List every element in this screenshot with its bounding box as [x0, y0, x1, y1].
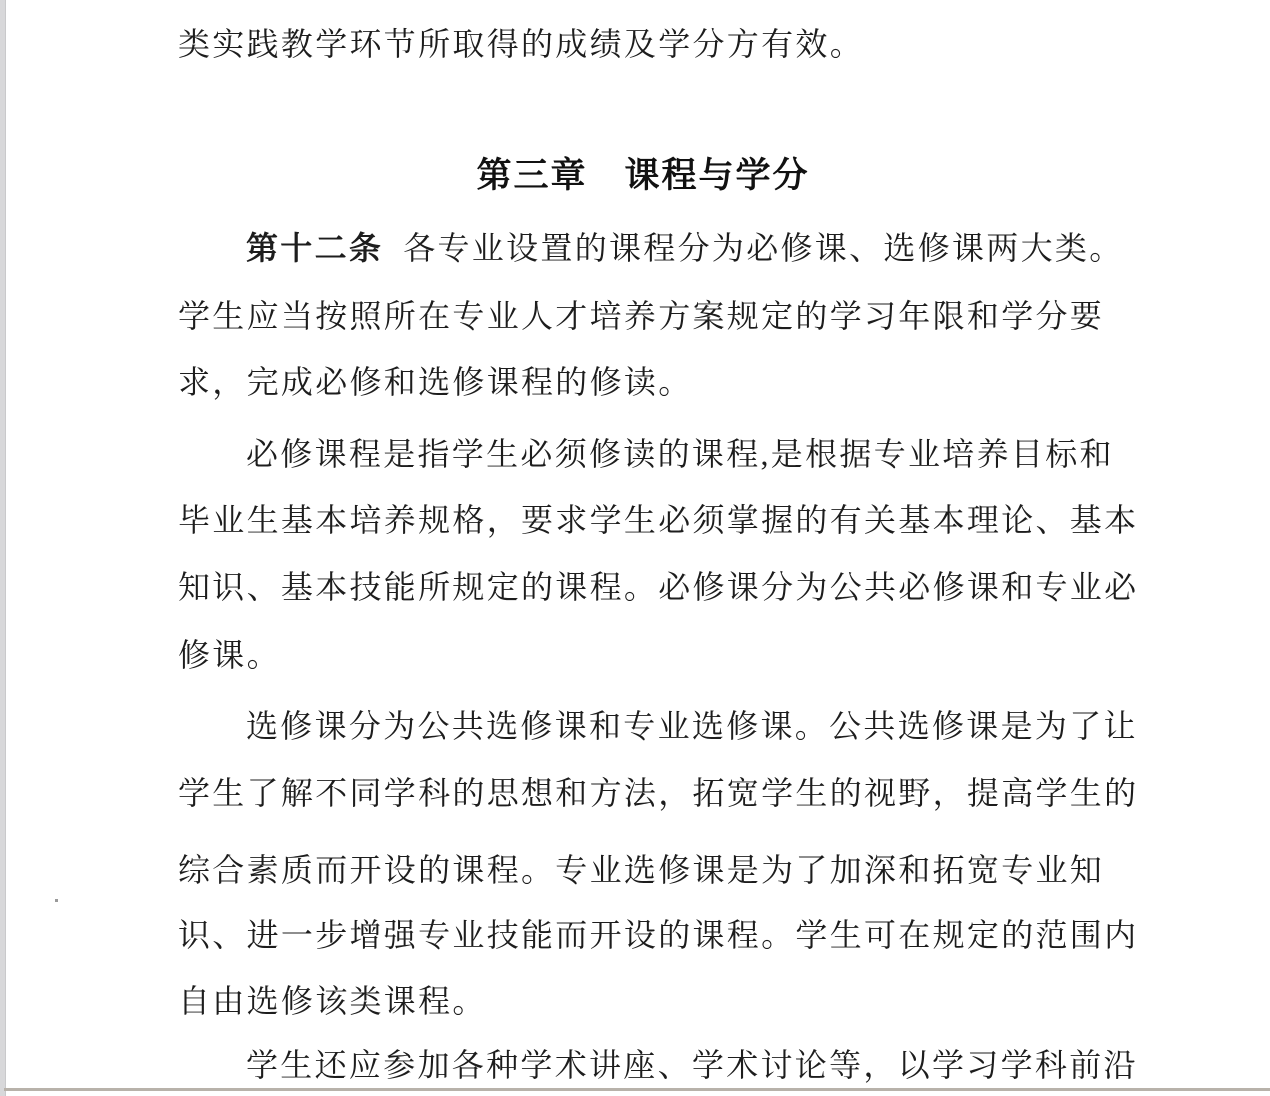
paragraph-continuation-line: 类实践教学环节所取得的成绩及学分方有效。 [178, 26, 865, 62]
body-text-line: 必修课程是指学生必须修读的课程,是根据专业培养目标和 [246, 436, 1114, 472]
body-text-line: 选修课分为公共选修课和专业选修课。公共选修课是为了让 [246, 708, 1138, 744]
article-number-label: 第十二条 [246, 230, 384, 266]
article-first-line-text: 各专业设置的课程分为必修课、选修课两大类。 [403, 230, 1124, 266]
body-text-line: 学生应当按照所在专业人才培养方案规定的学习年限和学分要 [178, 298, 1105, 334]
body-text-line: 知识、基本技能所规定的课程。必修课分为公共必修课和专业必 [178, 569, 1139, 605]
body-text-line: 求，完成必修和选修课程的修读。 [178, 364, 693, 400]
scan-bottom-edge [4, 1088, 1270, 1091]
body-text-line: 学生了解不同学科的思想和方法，拓宽学生的视野，提高学生的 [178, 775, 1139, 811]
body-text-line: 自由选修该类课程。 [178, 983, 487, 1019]
scan-speck-artifact [55, 899, 58, 902]
chapter-heading: 第三章 课程与学分 [476, 156, 810, 195]
body-text-line: 修课。 [178, 637, 281, 673]
body-text-line: 综合素质而开设的课程。专业选修课是为了加深和拓宽专业知 [178, 852, 1105, 888]
body-text-line: 识、进一步增强专业技能而开设的课程。学生可在规定的范围内 [178, 917, 1139, 953]
article-12-line [246, 230, 1206, 266]
body-text-line: 学生还应参加各种学术讲座、学术讨论等，以学习学科前沿 [246, 1047, 1138, 1083]
scan-left-edge [0, 0, 6, 1096]
body-text-line: 毕业生基本培养规格，要求学生必须掌握的有关基本理论、基本 [178, 502, 1139, 538]
